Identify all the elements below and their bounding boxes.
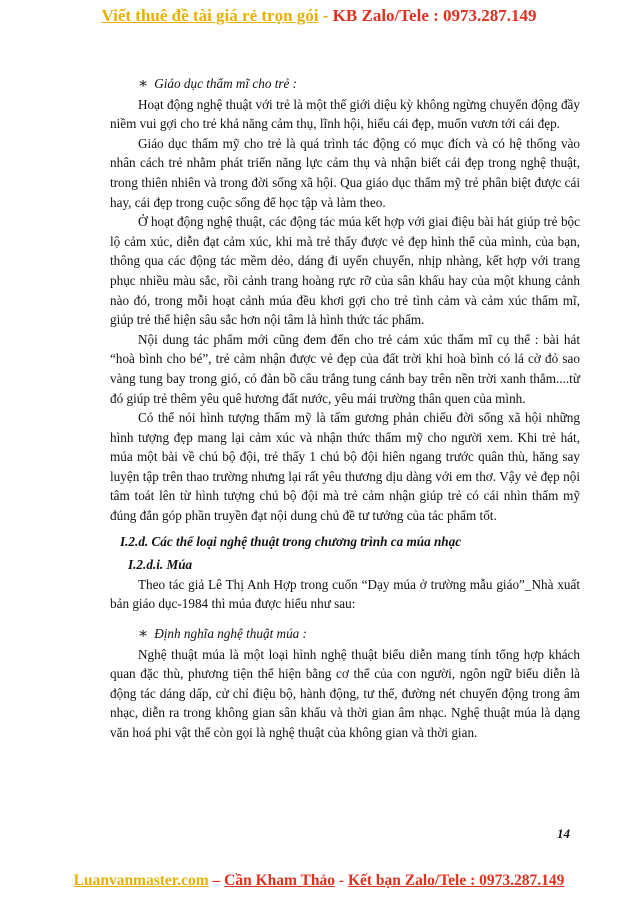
paragraph-4: Nội dung tác phẩm mới cũng đem đến cho trẻ cảm xúc thẩm mĩ cụ thể : bài hát “hoà bình cho bé”, trẻ cảm nhận được vẻ đẹp của đất trời khi hoà bình có lá cờ đỏ sao vàng tung bay trong gió, có đàn bồ câu trắng tung cánh bay trên nền trời xanh thẳm....từ đó giúp trẻ thêm yêu quê hương đất nước, yêu mái trường thân quen của mình. — [110, 331, 580, 406]
paragraph-7: Nghệ thuật múa là một loại hình nghệ thuật biểu diễn mang tính tổng hợp khách quan đặc thù, phương tiện thể hiện bằng cơ thể của con người, ngôn ngữ biểu diễn là động tác dáng dấp, cử chỉ điệu bộ, hành động, tư thế, đường nét chuyển động trong âm nhạc, diễn ra trong không gian sân khấu và thời gian âm nhạc. Nghệ thuật múa là dạng văn hoá phi vật thể còn gọi là nghệ thuật của không gian và thời gian. — [110, 646, 580, 740]
page-footer — [0, 870, 638, 892]
section-heading: I.2.d. Các thể loại nghệ thuật trong chương trình ca múa nhạc — [120, 533, 462, 549]
paragraph-6: Theo tác giả Lê Thị Anh Hợp trong cuốn “Dạy múa ở trường mẫu giáo”_Nhà xuất bản giáo dục-1984 thì múa được hiểu như sau: — [110, 576, 580, 612]
header-service-link[interactable]: Viết thuê đề tài giá rẻ trọn gói — [101, 6, 319, 25]
footer-name-link[interactable]: Cần Kham Thảo — [224, 872, 336, 889]
paragraph-3: Ở hoạt động nghệ thuật, các động tác múa kết hợp với giai điệu bài hát giúp trẻ bộc lộ cảm xúc, diễn đạt cảm xúc, khi mà trẻ thấy được vẻ đẹp hình thể của mình, của bạn, thông qua các động tác mềm dẻo, dáng đi uyển chuyển, nhịp nhàng, kết hợp với trang phục nhiều màu sắc, rồi cảnh trang hoàng rực rỡ của sân khấu hay của một khung cảnh nào đó, trong mỗi hoạt cảnh múa đều khơi gợi cho trẻ tình cảm và cảm xúc thẩm mĩ, giúp trẻ thể hiện sâu sắc hơn nội tâm là hình thức tác phẩm. — [110, 214, 580, 328]
document-body — [110, 70, 580, 743]
header-contact: KB Zalo/Tele : 0973.287.149 — [332, 6, 537, 25]
bullet-heading-text: Định nghĩa nghệ thuật múa : — [154, 626, 307, 642]
paragraph-1: Hoạt động nghệ thuật với trẻ là một thế giới diệu kỳ không ngừng chuyển động đầy niềm vui gợi cho trẻ khả năng cảm thụ, lĩnh hội, hiểu cái đẹp, muốn vươn tới cái đẹp. — [110, 96, 580, 132]
bullet-heading-aesthetic — [110, 74, 580, 95]
header-separator: - — [318, 6, 333, 25]
bullet-heading-text: Giáo dục thẩm mĩ cho trẻ : — [154, 76, 298, 91]
paragraph-2: Giáo dục thẩm mỹ cho trẻ là quá trình tác động có mục đích và có hệ thống vào nhân cách trẻ nhằm phát triển năng lực cảm thụ và nhận biết cái đẹp trong nghệ thuật, trong thiên nhiên và trong đời sống xã hội. Qua giáo dục thẩm mỹ trẻ phân biệt được cái hay, cái đẹp trong cuộc sống để học tập và làm theo. — [110, 135, 580, 210]
footer-separator: - — [335, 872, 348, 889]
asterisk-icon: ∗ — [138, 76, 149, 92]
footer-contact-link[interactable]: Kết bạn Zalo/Tele : 0973.287.149 — [347, 872, 565, 889]
footer-site-link[interactable]: Luanvanmaster.com — [73, 872, 209, 889]
asterisk-icon: ∗ — [138, 626, 149, 643]
paragraph-5: Có thể nói hình tượng thẩm mỹ là tấm gương phản chiếu đời sống xã hội những hình tượng đẹp mang lại cảm xúc và nhận thức thẩm mỹ cho người xem. Khi trẻ hát, múa một bài về chú bộ đội, trẻ thấy 1 chú bộ đội hiên ngang trước quân thù, hăng say luyện tập trên thao trường nhưng lại rất yêu thương dịu dàng với em thơ. Vậy vẻ đẹp nội tâm toát lên từ hình tượng chú bộ đội mà trẻ cảm nhận giúp trẻ có cái nhìn thẩm mỹ đúng đắn góp phần truyền đạt nội dung chủ đề tư tưởng của tác phẩm tốt. — [110, 410, 580, 524]
footer-dash: – — [208, 872, 225, 889]
page-number: 14 — [557, 826, 570, 841]
page-header — [0, 5, 638, 27]
subsection-heading: I.2.d.i. Múa — [128, 557, 193, 573]
bullet-heading-definition — [110, 624, 580, 645]
